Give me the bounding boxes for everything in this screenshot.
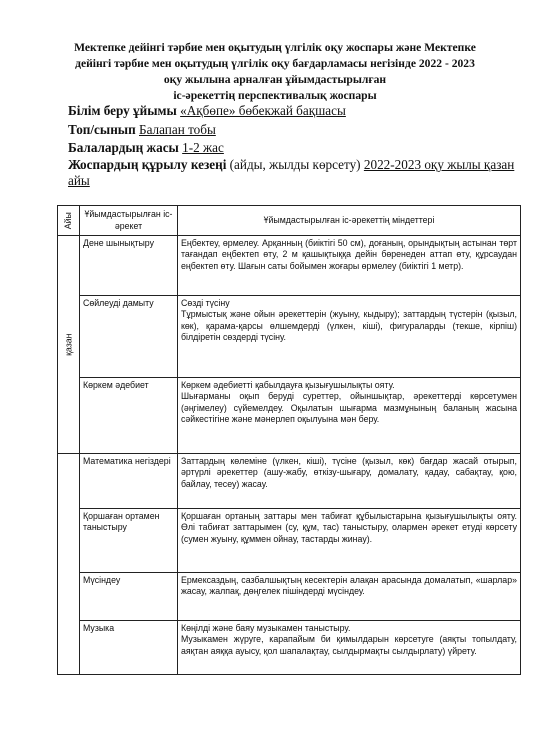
- tasks-cell: Еңбектеу, өрмелеу. Арқанның (биіктігі 50 см), доғаның, орындықтың астынан төрт тағандап еңбектеп өту, 2 м қашықтыққа дейін бөренеден аттап өту, құрсаудан еңбектеп өту. Шағын саты бойымен жоғары өрмелеу (биіктігі 1 метр).: [178, 236, 521, 296]
- meta-period: [68, 157, 515, 189]
- activity-cell: Математика негіздері: [80, 454, 178, 509]
- period-value-cont: айы: [68, 173, 90, 188]
- tasks-cell: Көркем әдебиетті қабылдауға қызығушылықты ояту. Шығарманы оқып беруді суреттер, ойыншықтар, әрекеттерді көрсетумен (әңгімелеу) сүйемелдеу. Оқылатын шығарма мазмұнының баланың жасына сәйкестігіне және мәнерлеп оқылуына мән беру.: [178, 378, 521, 454]
- org-value: «Ақбөпе» бөбекжай бақшасы: [180, 103, 346, 118]
- tasks-cell: Ермексаздың, сазбалшықтың кесектерін алақан арасында домалатып, «шарлар» жасау, жалпақ, дөңгелек пішіндерді мүсіндеу.: [178, 573, 521, 621]
- meta-organization: [68, 103, 508, 119]
- age-label: Балалардың жасы: [68, 140, 179, 155]
- table-row: [58, 509, 521, 573]
- group-label: Топ/сынып: [68, 122, 136, 137]
- meta-age: [68, 140, 508, 156]
- table-header-row: [58, 206, 521, 236]
- period-value: 2022-2023 оқу жылы қазан: [363, 157, 515, 172]
- activity-cell: Көркем әдебиет: [80, 378, 178, 454]
- month-label: қазан: [63, 333, 74, 356]
- month-cell: [58, 236, 80, 454]
- tasks-cell: Сөзді түсіну Тұрмыстық және ойын әрекеттерін (жуыну, кыдыру); заттардың түстерін (қызыл, көк), қарама-қарсы өлшемдерді (үлкен, кіші), фигураларды (текше, кірпіш) білдіретін сөздерді түсіну.: [178, 296, 521, 378]
- tasks-cell: Заттардың көлеміне (үлкен, кіші), түсіне (қызыл, көк) бағдар жасай отырып, әртүрлі әрекеттер (ашу-жабу, өткізу-шығару, домалату, қадау, сабақтау, қою, байлау, тесеу) жасау.: [178, 454, 521, 509]
- table-row: [58, 236, 521, 296]
- activity-cell: Сөйлеуді дамыту: [80, 296, 178, 378]
- activity-cell: Дене шынықтыру: [80, 236, 178, 296]
- activity-cell: Қоршаған ортамен таныстыру: [80, 509, 178, 573]
- table-row: [58, 296, 521, 378]
- age-value: 1-2 жас: [182, 140, 224, 155]
- tasks-cell: Көңілді және баяу музыкамен таныстыру. Музыкамен жүруге, карапайым би қимылдарын көрсетуге (аяқты топылдату, аяқтан аяққа ауысу, қол шапалақтау, сылдырмақты сылдырлату) үйрету.: [178, 621, 521, 675]
- meta-group: [68, 122, 508, 138]
- document-title: [40, 40, 510, 104]
- table-row: [58, 454, 521, 509]
- title-line-2: дейінгі тәрбие мен оқытудың үлгілік оқу бағдарламасы негізінде 2022 - 2023: [75, 57, 475, 70]
- month-cell-empty: [58, 454, 80, 675]
- header-month: Айы: [58, 206, 80, 236]
- title-line-4: іс-әрекеттің перспективалық жоспары: [173, 89, 377, 102]
- title-line-3: оқу жылына арналған ұйымдастырылған: [163, 73, 387, 86]
- header-tasks: Ұйымдастырылған іс-әрекеттің міндеттері: [178, 206, 521, 236]
- org-label: Білім беру ұйымы: [68, 103, 177, 118]
- table-row: [58, 621, 521, 675]
- title-line-1: Мектепке дейінгі тәрбие мен оқытудың үлгілік оқу жоспары және Мектепке: [74, 41, 476, 54]
- period-note: (айды, жылды көрсету): [229, 157, 361, 172]
- table-row: [58, 378, 521, 454]
- table-row: [58, 573, 521, 621]
- tasks-cell: Қоршаған ортаның заттары мен табиғат құбылыстарына қызығушылықты ояту. Өлі табиғат заттарымен (су, құм, тас) таныстыру, олармен әрекет етуді көрсету (сумен жуыну, құммен ойнау, тастарды жинау).: [178, 509, 521, 573]
- group-value: Балапан тобы: [139, 122, 216, 137]
- plan-table: [57, 205, 521, 675]
- period-label: Жоспардың құрылу кезеңі: [68, 157, 227, 172]
- header-activity: Ұйымдастырылған іс-әрекет: [80, 206, 178, 236]
- activity-cell: Музыка: [80, 621, 178, 675]
- activity-cell: Мүсіндеу: [80, 573, 178, 621]
